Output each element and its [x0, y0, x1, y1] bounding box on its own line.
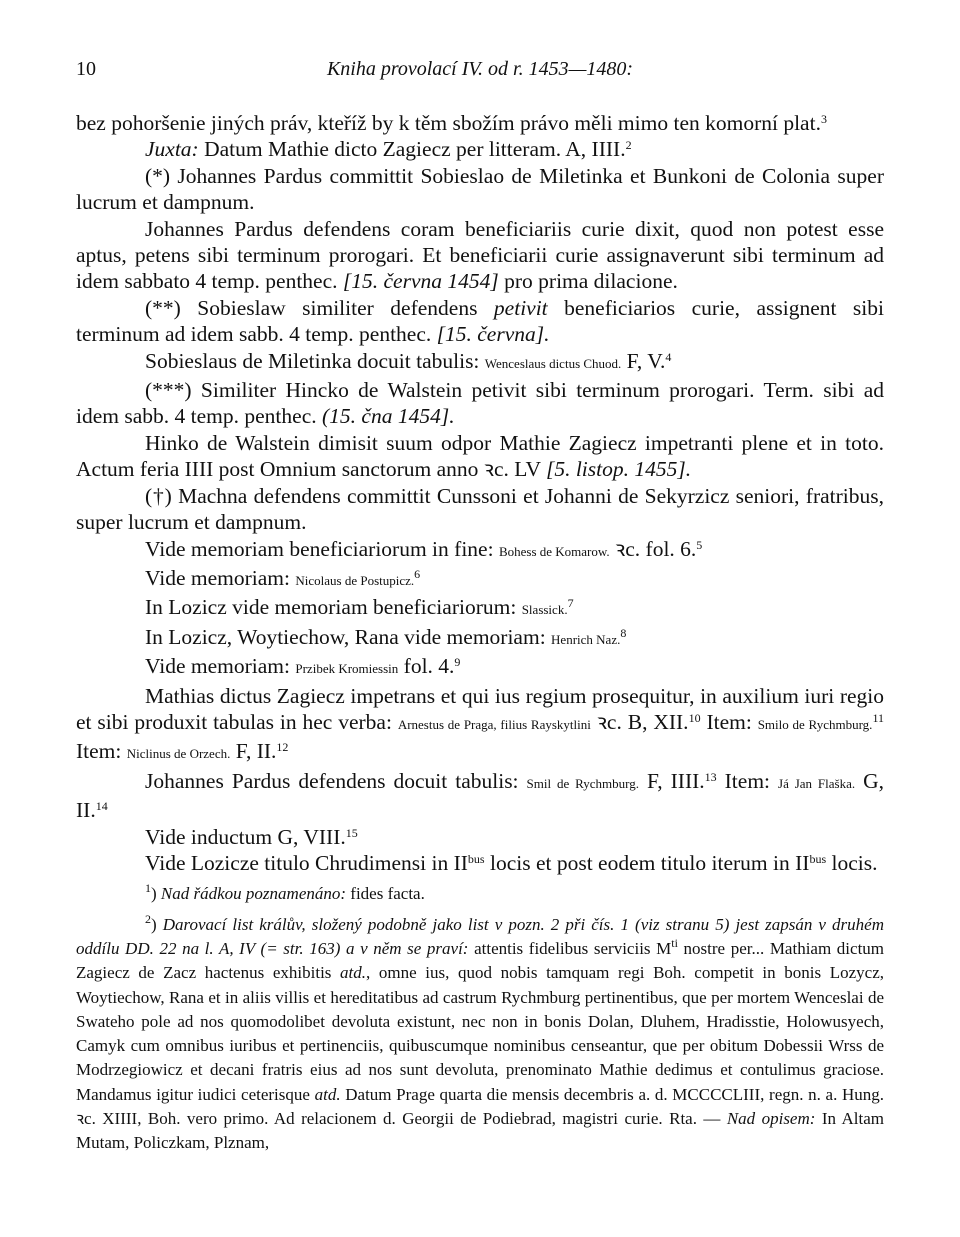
footnote: $^2$) Darovací list králův, složený podobně jako list v pozn. 2 při čís. 1 (viz stranu 5) jest zapsán v druhém oddílu DD. 22 na l. A, IV (= str. 163) a v něm se praví: attentis fidelibus serviciis $M^{ti}$ nostre per... Mathiam dictum Zagiecz de Zacz hactenus exhibitis atd., omne ius, quod nobis tamquam regi Boh. competit in bonis Lozycz, Woytiechow, Rana et in aliis villis et hereditatibus ad castrum Rychmburg pertinentibus, que per mortem Wenceslai de Swateho pole ad nos quomodolibet devoluta existunt, nec non in bonis Dolan, Dluhem, Hradisstie, Holowusyech, Camyk cum omnibus iuribus et pertinenciis, quibuscumque nominibus censeantur, que per obitum Dobessii Wrss de Modrzegiowicz et decani fratris eius ad nos sunt devoluta, prenominato Mathie dedimus et contulimus graciose. Mandamus igitur iudici ceterisque atd. Datum Prage quarta die mensis decembris a. d. MCCCCLIII, regn. n. a. Hung. ꝛc. XIIII, Boh. vero primo. Ad relacionem d. Georgii de Podiebrad, magistri curie. Rta. — Nad opisem: In Altam Mutam, Policzkam, Plznam, [76, 911, 885, 1153]
paragraph: Mathias dictus Zagiecz impetrans et qui ius regium prosequitur, in auxilium iuri regio et sibi produxit tabulas in hec verba: Arnestus de Praga, filius Rayskytlini ꝛc. B, XII.$^{10}$ Item: Smilo de Rychmburg.$^{11}$ Item: Niclinus de Orzech. F, II.$^{12}$ [76, 683, 884, 764]
footnote-ref: 9 [454, 655, 461, 670]
paragraph: Vide inductum G, VIII.$^{15}$ [145, 824, 358, 849]
paragraph: Vide memoriam: Przibek Kromiessin fol. 4.$^9$ [145, 654, 461, 679]
footnote-ref: 8 [620, 625, 627, 640]
page-number: 10 [76, 58, 96, 80]
footnote-ref: 11 [872, 710, 884, 725]
paragraph: Vide Lozicze titulo Chrudimensi in $II^{bus}$ locis et post eodem titulo iterum in $II^{bus}$ locis. [145, 850, 878, 875]
footnote-label: 1 [145, 881, 151, 896]
book-page [76, 58, 884, 1156]
footnote-ref: 10 [688, 710, 701, 725]
paragraph: Hinko de Walstein dimisit suum odpor Mathie Zagiecz impetranti plene et in toto. Actum feria IIII post Omnium sanctorum anno ꝛc. LV [5. listop. 1455]. [76, 430, 884, 482]
footnote-ref: 4 [665, 349, 672, 364]
main-text [76, 110, 884, 876]
footnote-label: 2 [145, 911, 151, 926]
footnote-ref: 3 [820, 112, 827, 126]
footnote-ref: 5 [696, 537, 703, 552]
paragraph: Johannes Pardus defendens coram beneficiariis curie dixit, quod non potest esse aptus, petens sibi terminum prorogari. Et beneficiarii curie assignaverunt sibi terminum ad idem sabbato 4 temp. penthec. [15. června 1454] pro prima dilacione. [76, 216, 884, 294]
footnote-ref: 12 [276, 740, 289, 755]
footnotes [76, 882, 884, 1155]
paragraph: (†) Machna defendens committit Cunssoni et Johanni de Sekyrzicz seniori, fratribus, super lucrum et dampnum. [76, 483, 884, 535]
footnote-ref: 15 [345, 825, 358, 840]
paragraph: Vide memoriam: Nicolaus de Postupicz.$^6$ [145, 565, 421, 590]
paragraph: Vide memoriam beneficiariorum in fine: Bohess de Komarow. ꝛc. fol. 6.$^5$ [145, 536, 703, 561]
footnote-ref: 6 [414, 566, 421, 581]
footnote-ref: 13 [704, 769, 717, 784]
footnote-ref: 7 [567, 596, 574, 611]
footnote: $^1$) Nad řádkou poznamenáno: fides facta. [145, 881, 425, 904]
paragraph: (*) Johannes Pardus committit Sobieslao de Miletinka et Bunkoni de Colonia super lucrum et dampnum. [76, 163, 884, 215]
footnote-ref: 14 [95, 799, 108, 814]
paragraph: In Lozicz, Woytiechow, Rana vide memoriam: Henrich Naz.$^8$ [145, 624, 627, 649]
paragraph: (***) Similiter Hincko de Walstein petivit sibi terminum prorogari. Term. sibi ad idem sabb. 4 temp. penthec. (15. čna 1454]. [76, 378, 884, 429]
running-title: Kniha provolací IV. od r. 1453—1480: [326, 58, 634, 80]
page-header [76, 58, 884, 88]
paragraph: In Lozicz vide memoriam beneficiariorum: Slassick.$^7$ [145, 595, 574, 620]
paragraph: Sobieslaus de Miletinka docuit tabulis: Wenceslaus dictus Chuod. F, V.$^4$ [145, 348, 672, 373]
paragraph: bez pohoršenie jiných práv, kteříž by k těm sbožím právo měli mimo ten komorní plat.$^3$ [76, 111, 827, 135]
paragraph: (**) Sobieslaw similiter defendens petivit beneficiarios curie, assignent sibi terminum ad idem sabb. 4 temp. penthec. [15. června]. [76, 295, 884, 347]
paragraph: Johannes Pardus defendens docuit tabulis: Smil de Rychmburg. F, IIII.$^{13}$ Item: Já Jan Flaška. G, II.$^{14}$ [76, 768, 885, 823]
paragraph: Juxta: Datum Mathie dicto Zagiecz per litteram. A, IIII.$^2$ [145, 137, 632, 162]
footnote-ref: 2 [625, 138, 632, 153]
